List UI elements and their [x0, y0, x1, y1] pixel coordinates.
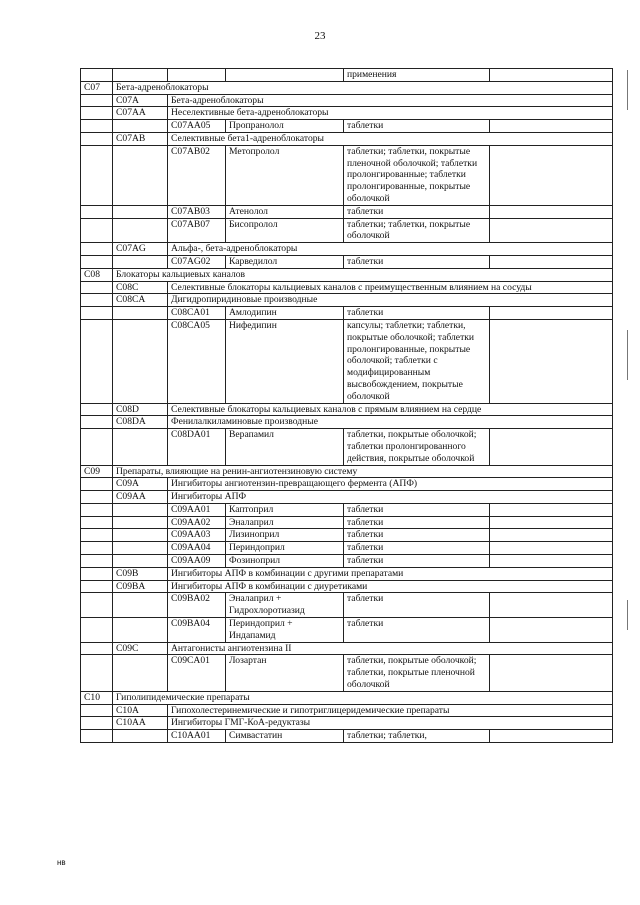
empty-cell — [81, 503, 113, 516]
group-name-cell: Ингибиторы АПФ в комбинации с диуретиками — [168, 580, 613, 593]
dosage-form-cell: таблетки — [344, 542, 490, 555]
empty-cell — [113, 555, 168, 568]
empty-cell — [490, 516, 613, 529]
empty-cell — [113, 618, 168, 643]
group-name-cell: Селективные блокаторы кальциевых каналов с прямым влиянием на сердце — [168, 403, 613, 416]
atc-code-cell: C07AG02 — [168, 255, 226, 268]
atc-code-cell: C09AA09 — [168, 555, 226, 568]
empty-cell — [81, 655, 113, 691]
dosage-form-cell: таблетки — [344, 618, 490, 643]
drug-name-cell: Пропранолол — [226, 120, 344, 133]
atc-code-cell: C08C — [113, 281, 168, 294]
empty-cell — [81, 319, 113, 403]
drug-row — [81, 205, 613, 218]
empty-cell — [81, 555, 113, 568]
empty-cell — [490, 503, 613, 516]
group-row — [81, 294, 613, 307]
dosage-form-cell: таблетки; таблетки, покрытые оболочкой — [344, 218, 490, 243]
empty-cell — [81, 717, 113, 730]
group-name-cell: Селективные блокаторы кальциевых каналов с преимущественным влиянием на сосуды — [168, 281, 613, 294]
dosage-form-cell: таблетки, покрытые оболочкой; таблетки пролонгированного действия, покрытые оболочкой — [344, 429, 490, 465]
empty-cell — [81, 542, 113, 555]
atc-code-cell: C08CA01 — [168, 307, 226, 320]
drug-name-cell: Симвастатин — [226, 730, 344, 743]
dosage-form-cell: капсулы; таблетки; таблетки, покрытые оболочкой; таблетки пролонгированные, покрытые оболочкой; таблетки с модифицированным высвобождением, покрытые оболочкой — [344, 319, 490, 403]
group-name-cell: Ингибиторы ангиотензин-превращающего фермента (АПФ) — [168, 478, 613, 491]
empty-cell — [81, 145, 113, 205]
empty-cell — [81, 307, 113, 320]
empty-cell — [113, 255, 168, 268]
drug-name-cell: Карведилол — [226, 255, 344, 268]
atc-code-cell: C09AA02 — [168, 516, 226, 529]
group-name-cell: Блокаторы кальциевых каналов — [113, 268, 613, 281]
atc-code-cell: C09BA04 — [168, 618, 226, 643]
form-cell: применения — [344, 69, 490, 82]
empty-cell — [81, 416, 113, 429]
atc-code-cell: C07AG — [113, 243, 168, 256]
atc-code-cell: C09AA03 — [168, 529, 226, 542]
empty-cell — [490, 730, 613, 743]
empty-cell — [490, 120, 613, 133]
empty-cell — [81, 281, 113, 294]
drug-row — [81, 145, 613, 205]
dosage-form-cell: таблетки, покрытые оболочкой; таблетки, покрытые пленочной оболочкой — [344, 655, 490, 691]
atc-code-cell: C07AA — [113, 107, 168, 120]
group-row — [81, 580, 613, 593]
drug-name-cell: Лизиноприл — [226, 529, 344, 542]
empty-cell — [113, 503, 168, 516]
dosage-form-cell: таблетки — [344, 307, 490, 320]
empty-cell — [113, 593, 168, 618]
atc-code-cell: C09BA02 — [168, 593, 226, 618]
drug-name-cell: Верапамил — [226, 429, 344, 465]
empty-cell — [490, 593, 613, 618]
group-name-cell: Гипохолестеринемические и гипотриглицеридемические препараты — [168, 704, 613, 717]
empty-cell — [113, 730, 168, 743]
dosage-form-cell: таблетки; таблетки, — [344, 730, 490, 743]
drug-name-cell: Амлодипин — [226, 307, 344, 320]
atc-code-cell: C09CA01 — [168, 655, 226, 691]
empty-cell — [81, 529, 113, 542]
empty-cell — [81, 107, 113, 120]
group-row — [81, 243, 613, 256]
atc-code-cell: C09A — [113, 478, 168, 491]
scan-edge-mark — [627, 600, 628, 630]
group-row — [81, 691, 613, 704]
atc-code-cell: C09B — [113, 567, 168, 580]
group-name-cell: Селективные бета1-адреноблокаторы — [168, 132, 613, 145]
dosage-form-cell: таблетки — [344, 555, 490, 568]
footer-mark: нв — [57, 858, 66, 867]
group-row — [81, 465, 613, 478]
empty-cell — [81, 478, 113, 491]
drug-name-cell: Периндоприл + Индапамид — [226, 618, 344, 643]
drug-row — [81, 542, 613, 555]
atc-code-cell: C10A — [113, 704, 168, 717]
empty-cell — [113, 655, 168, 691]
empty-cell — [81, 593, 113, 618]
group-name-cell: Антагонисты ангиотензина II — [168, 642, 613, 655]
atc-code-cell: C10AA — [113, 717, 168, 730]
drug-row — [81, 429, 613, 465]
empty-cell — [81, 491, 113, 504]
drug-row — [81, 307, 613, 320]
atc-code-cell: C09AA04 — [168, 542, 226, 555]
group-name-cell: Препараты, влияющие на ренин-ангиотензиновую систему — [113, 465, 613, 478]
empty-cell — [113, 218, 168, 243]
atc-code-cell: C08D — [113, 403, 168, 416]
empty-cell — [490, 307, 613, 320]
group-row — [81, 94, 613, 107]
drug-row — [81, 120, 613, 133]
drug-row — [81, 555, 613, 568]
group-row — [81, 416, 613, 429]
empty-cell — [81, 294, 113, 307]
dosage-form-cell: таблетки — [344, 516, 490, 529]
dosage-form-cell: таблетки — [344, 503, 490, 516]
dosage-form-cell: таблетки — [344, 255, 490, 268]
empty-cell — [81, 218, 113, 243]
atc-code-cell: C08CA — [113, 294, 168, 307]
empty-cell — [113, 319, 168, 403]
page-number: 23 — [314, 30, 326, 42]
scan-edge-mark — [627, 330, 628, 380]
group-row — [81, 491, 613, 504]
empty-cell — [81, 730, 113, 743]
drug-table — [80, 68, 613, 743]
group-name-cell: Ингибиторы АПФ — [168, 491, 613, 504]
group-row — [81, 642, 613, 655]
empty-cell — [490, 555, 613, 568]
empty-cell — [81, 69, 113, 82]
empty-cell — [81, 243, 113, 256]
drug-name-cell: Эналаприл + Гидрохлоротиазид — [226, 593, 344, 618]
drug-row — [81, 529, 613, 542]
atc-code-cell: C09C — [113, 642, 168, 655]
empty-cell — [81, 429, 113, 465]
group-name-cell: Неселективные бета-адреноблокаторы — [168, 107, 613, 120]
atc-code-cell: C08CA05 — [168, 319, 226, 403]
empty-cell — [81, 205, 113, 218]
atc-code-cell: C07AB07 — [168, 218, 226, 243]
empty-cell — [81, 94, 113, 107]
drug-name-cell: Метопролол — [226, 145, 344, 205]
empty-cell — [490, 69, 613, 82]
empty-cell — [113, 542, 168, 555]
empty-cell — [81, 516, 113, 529]
empty-cell — [113, 205, 168, 218]
drug-table-container — [80, 68, 612, 743]
empty-cell — [81, 120, 113, 133]
continuation-row — [81, 69, 613, 82]
drug-row — [81, 255, 613, 268]
group-row — [81, 478, 613, 491]
empty-cell — [490, 319, 613, 403]
empty-cell — [490, 145, 613, 205]
empty-cell — [81, 403, 113, 416]
group-row — [81, 107, 613, 120]
dosage-form-cell: таблетки — [344, 593, 490, 618]
drug-table-body — [81, 69, 613, 743]
dosage-form-cell: таблетки — [344, 205, 490, 218]
empty-cell — [490, 529, 613, 542]
empty-cell — [81, 642, 113, 655]
atc-code-cell: C07AB03 — [168, 205, 226, 218]
dosage-form-cell: таблетки — [344, 120, 490, 133]
drug-name-cell: Нифедипин — [226, 319, 344, 403]
group-name-cell: Ингибиторы АПФ в комбинации с другими препаратами — [168, 567, 613, 580]
drug-name-cell: Лозартан — [226, 655, 344, 691]
drug-row — [81, 319, 613, 403]
dosage-form-cell: таблетки; таблетки, покрытые пленочной оболочкой; таблетки пролонгированные; таблетки пролонгированные, покрытые оболочкой — [344, 145, 490, 205]
empty-cell — [490, 429, 613, 465]
empty-cell — [81, 580, 113, 593]
group-name-cell: Гиполипидемические препараты — [113, 691, 613, 704]
group-row — [81, 704, 613, 717]
group-row — [81, 281, 613, 294]
empty-cell — [490, 255, 613, 268]
atc-code-cell: C10 — [81, 691, 113, 704]
empty-cell — [81, 618, 113, 643]
group-row — [81, 132, 613, 145]
drug-name-cell: Фозиноприл — [226, 555, 344, 568]
atc-code-cell: C07AB — [113, 132, 168, 145]
empty-cell — [490, 655, 613, 691]
empty-cell — [113, 429, 168, 465]
group-row — [81, 81, 613, 94]
empty-cell — [113, 145, 168, 205]
atc-code-cell: C08DA — [113, 416, 168, 429]
group-row — [81, 268, 613, 281]
empty-cell — [81, 132, 113, 145]
group-name-cell: Ингибиторы ГМГ-КоА-редуктазы — [168, 717, 613, 730]
empty-cell — [490, 205, 613, 218]
atc-code-cell: C08 — [81, 268, 113, 281]
atc-code-cell: C10AA01 — [168, 730, 226, 743]
empty-cell — [168, 69, 226, 82]
drug-row — [81, 730, 613, 743]
empty-cell — [113, 307, 168, 320]
drug-row — [81, 516, 613, 529]
group-name-cell: Бета-адреноблокаторы — [113, 81, 613, 94]
empty-cell — [81, 567, 113, 580]
group-row — [81, 717, 613, 730]
scan-edge-mark — [627, 70, 628, 110]
atc-code-cell: C07 — [81, 81, 113, 94]
atc-code-cell: C09 — [81, 465, 113, 478]
empty-cell — [113, 516, 168, 529]
atc-code-cell: C09BA — [113, 580, 168, 593]
group-name-cell: Альфа-, бета-адреноблокаторы — [168, 243, 613, 256]
atc-code-cell: C07A — [113, 94, 168, 107]
empty-cell — [490, 218, 613, 243]
empty-cell — [113, 120, 168, 133]
dosage-form-cell: таблетки — [344, 529, 490, 542]
atc-code-cell: C07AA05 — [168, 120, 226, 133]
drug-name-cell: Атенолол — [226, 205, 344, 218]
drug-row — [81, 218, 613, 243]
drug-name-cell: Периндоприл — [226, 542, 344, 555]
atc-code-cell: C09AA01 — [168, 503, 226, 516]
drug-row — [81, 618, 613, 643]
drug-name-cell: Эналаприл — [226, 516, 344, 529]
empty-cell — [81, 255, 113, 268]
group-row — [81, 403, 613, 416]
atc-code-cell: C09AA — [113, 491, 168, 504]
group-name-cell: Бета-адреноблокаторы — [168, 94, 613, 107]
drug-name-cell: Бисопролол — [226, 218, 344, 243]
group-name-cell: Фенилалкиламиновые производные — [168, 416, 613, 429]
empty-cell — [226, 69, 344, 82]
drug-row — [81, 655, 613, 691]
empty-cell — [81, 704, 113, 717]
empty-cell — [113, 69, 168, 82]
empty-cell — [113, 529, 168, 542]
group-row — [81, 567, 613, 580]
atc-code-cell: C08DA01 — [168, 429, 226, 465]
drug-row — [81, 593, 613, 618]
group-name-cell: Дигидропиридиновые производные — [168, 294, 613, 307]
empty-cell — [490, 542, 613, 555]
drug-row — [81, 503, 613, 516]
empty-cell — [490, 618, 613, 643]
drug-name-cell: Каптоприл — [226, 503, 344, 516]
atc-code-cell: C07AB02 — [168, 145, 226, 205]
